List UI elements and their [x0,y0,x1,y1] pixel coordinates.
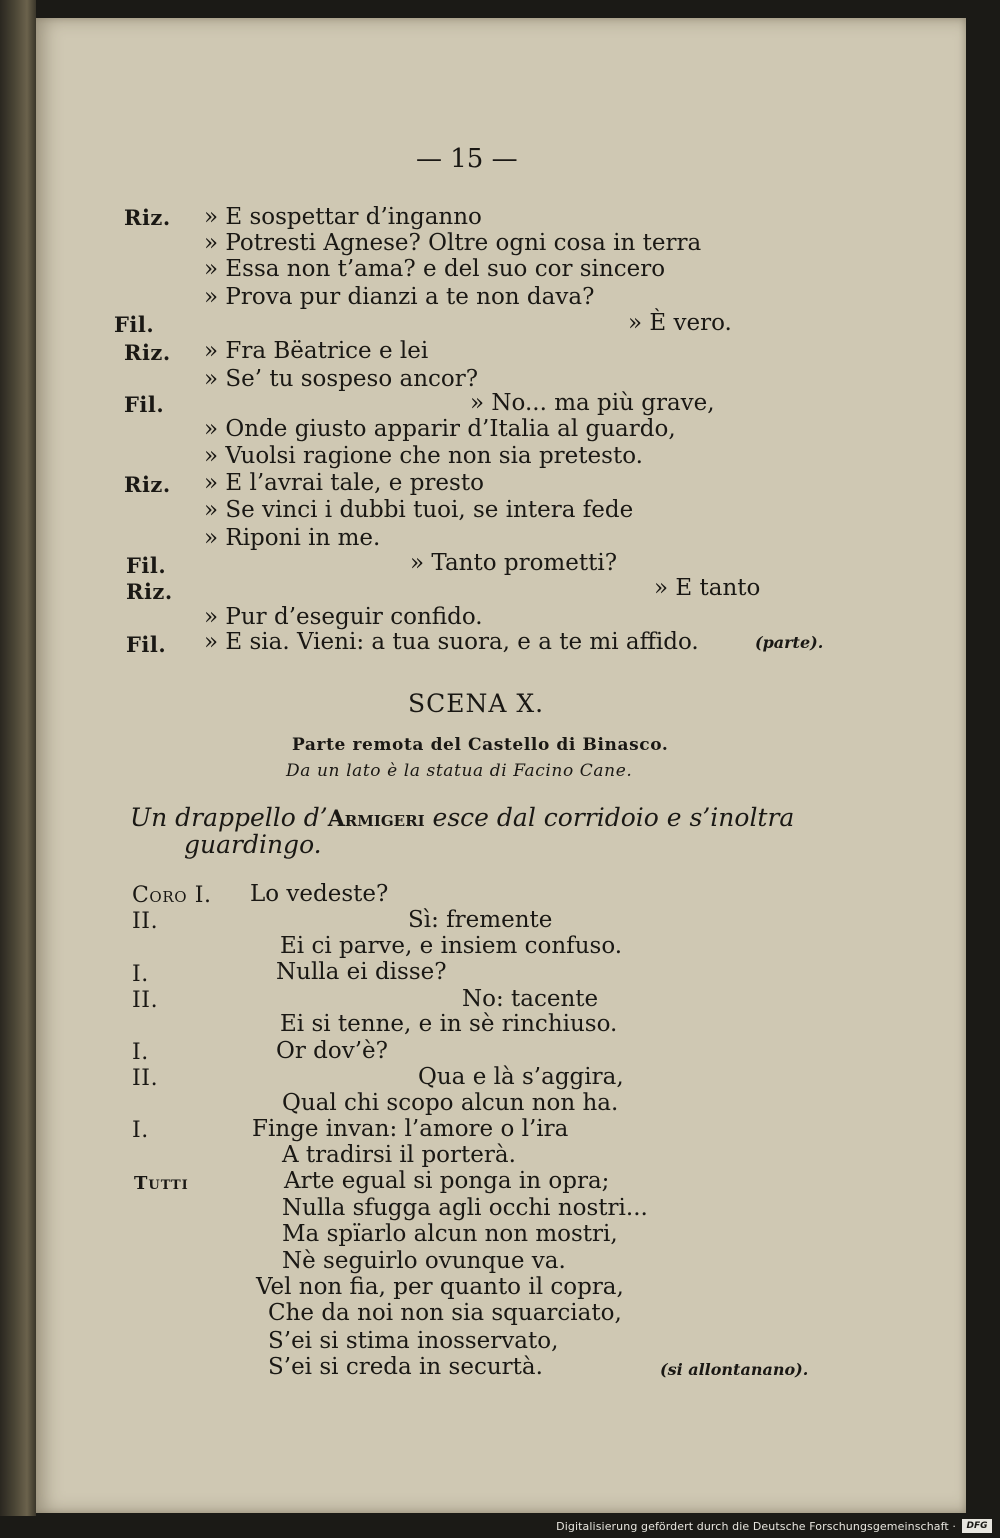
verse-line: » È vero. [628,310,732,336]
chorus-speaker: II. [132,988,159,1013]
stage-direction: Un drappello d’Armigeri esce dal corridoio e s’inoltra [130,803,795,832]
verse-line: » Riponi in me. [204,525,381,551]
verse-line: » Fra Bëatrice e lei [204,338,429,364]
scene-setting-italic: Da un lato è la statua di Facino Cane. [286,761,633,781]
page-number: — 15 — [416,144,518,174]
speaker-label: Riz. [124,472,171,497]
verse-line: » Onde giusto apparir d’Italia al guardo, [204,416,676,442]
chorus-speaker: I. [132,1118,149,1143]
verse-line: » Potresti Agnese? Oltre ogni cosa in terra [204,230,702,256]
stage-direction-allontanano: (si allontanano). [660,1360,809,1379]
chorus-line: A tradirsi il porterà. [282,1142,516,1168]
verse-line: » E sia. Vieni: a tua suora, e a te mi affido. [204,629,699,655]
chorus-speaker: Coro I. [132,883,212,908]
verse-line: » Se’ tu sospeso ancor? [204,366,479,392]
chorus-line: No: tacente [462,986,599,1012]
chorus-line: Qua e là s’aggira, [418,1064,624,1090]
chorus-line: Sì: fremente [408,907,553,933]
footer-credit: Digitalisierung gefördert durch die Deutsche Forschungsgemeinschaft · [556,1520,956,1533]
chorus-line: Ei si tenne, e in sè rinchiuso. [280,1011,618,1037]
chorus-line: S’ei si stima inosservato, [268,1328,559,1354]
verse-line: » Essa non t’ama? e del suo cor sincero [204,256,666,282]
verse-line: » Pur d’eseguir confido. [204,604,483,630]
speaker-label: Fil. [114,312,155,337]
speaker-label: Fil. [126,632,167,657]
chorus-speaker: I. [132,1040,149,1065]
stage-direction-parte: (parte). [755,633,824,652]
speaker-label: Fil. [126,553,167,578]
verse-line: » E sospettar d’inganno [204,204,482,230]
verse-line: » Prova pur dianzi a te non dava? [204,284,595,310]
verse-line: » E tanto [654,575,761,601]
chorus-line: Che da noi non sia squarciato, [268,1300,622,1326]
chorus-line: Nè seguirlo ovunque va. [282,1248,566,1274]
chorus-line: Or dov’è? [276,1038,388,1064]
verse-line: » E l’avrai tale, e presto [204,470,484,496]
verse-line: » Vuolsi ragione che non sia pretesto. [204,443,643,469]
chorus-line: Vel non fia, per quanto il copra, [256,1274,624,1300]
chorus-speaker: I. [132,962,149,987]
scene-setting: Parte remota del Castello di Binasco. [292,735,669,755]
chorus-line: Finge invan: l’amore o l’ira [252,1116,569,1142]
dfg-logo: DFG [962,1519,992,1533]
chorus-line: Ma spïarlo alcun non mostri, [282,1221,618,1247]
chorus-line: Ei ci parve, e insiem confuso. [280,933,623,959]
verse-line: » Tanto prometti? [410,550,618,576]
chorus-line: Qual chi scopo alcun non ha. [282,1090,619,1116]
chorus-line: S’ei si creda in securtà. [268,1354,543,1380]
stage-direction-line2: guardingo. [184,830,322,859]
verse-line: » Se vinci i dubbi tuoi, se intera fede [204,497,634,523]
chorus-speaker: Tutti [134,1173,189,1194]
speaker-label: Fil. [124,392,165,417]
speaker-label: Riz. [126,579,173,604]
chorus-line: Nulla sfugga agli occhi nostri... [282,1195,648,1221]
chorus-line: Lo vedeste? [250,881,389,907]
speaker-label: Riz. [124,205,171,230]
speaker-label: Riz. [124,340,171,365]
chorus-speaker: II. [132,909,159,934]
chorus-speaker: II. [132,1066,159,1091]
character-name: Armigeri [327,806,425,832]
verse-line: » No... ma più grave, [470,390,715,416]
book-page [36,18,966,1513]
chorus-line: Nulla ei disse? [276,959,447,985]
chorus-line: Arte egual si ponga in opra; [284,1168,610,1194]
book-spine-edge [0,0,36,1538]
scene-heading: SCENA X. [408,689,545,718]
